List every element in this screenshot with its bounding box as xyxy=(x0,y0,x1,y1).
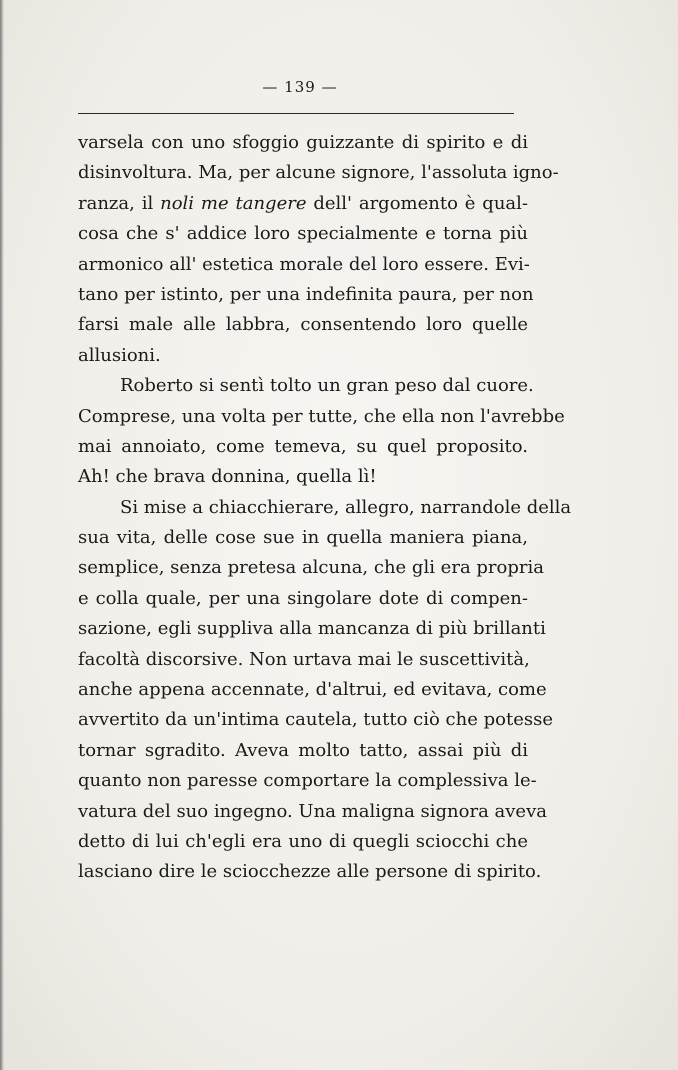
text-line: tano per istinto, per una indefinita paura, per non xyxy=(78,283,534,305)
text-line xyxy=(78,189,528,219)
text-line: sazione, egli suppliva alla mancanza di più brillanti xyxy=(78,618,546,640)
text-line: semplice, senza pretesa alcuna, che gli era propria xyxy=(78,557,544,579)
text-line: sua vita, delle cose sue in quella maniera piana, xyxy=(78,527,528,549)
body-text xyxy=(78,128,572,888)
text-line: avvertito da un'intima cautela, tutto ciò che potesse xyxy=(78,709,553,731)
text-line: facoltà discorsive. Non urtava mai le suscettività, xyxy=(78,648,530,670)
text-fragment: dell' argomento è qual- xyxy=(306,192,528,214)
text-line: lasciano dire le sciocchezze alle persone di spirito. xyxy=(78,861,542,883)
italic-phrase: noli me tangere xyxy=(160,192,307,214)
text-line: allusioni. xyxy=(78,344,161,366)
text-line: anche appena accennate, d'altrui, ed evitava, come xyxy=(78,679,547,701)
text-line: armonico all' estetica morale del loro essere. Evi- xyxy=(78,253,530,275)
text-line: disinvoltura. Ma, per alcune signore, l'assoluta igno- xyxy=(78,162,559,184)
text-line: quanto non paresse comportare la complessiva le- xyxy=(78,770,537,792)
page-number: — 139 — xyxy=(262,78,338,96)
text-line: farsi male alle labbra, consentendo loro quelle xyxy=(78,314,528,336)
text-line: vatura del suo ingegno. Una maligna signora aveva xyxy=(78,800,547,822)
text-fragment: ranza, il xyxy=(78,192,161,214)
text-line: Roberto si sentì tolto un gran peso dal cuore. xyxy=(120,375,534,397)
text-line: detto di lui ch'egli era uno di quegli sciocchi che xyxy=(78,830,528,852)
text-line: tornar sgradito. Aveva molto tatto, assai più di xyxy=(78,739,528,761)
text-line: e colla quale, per una singolare dote di compen- xyxy=(78,587,528,609)
text-line: mai annoiato, come temeva, su quel proposito. xyxy=(78,435,528,457)
text-line: cosa che s' addice loro specialmente e torna più xyxy=(78,223,528,245)
page-edge-shadow xyxy=(0,0,4,1070)
text-line: varsela con uno sfoggio guizzante di spirito e di xyxy=(78,132,528,153)
text-line: Comprese, una volta per tutte, che ella non l'avrebbe xyxy=(78,405,565,427)
text-line: Si mise a chiacchierare, allegro, narrandole della xyxy=(120,496,572,518)
header-rule xyxy=(78,113,514,114)
text-line: Ah! che brava donnina, quella lì! xyxy=(78,466,377,488)
